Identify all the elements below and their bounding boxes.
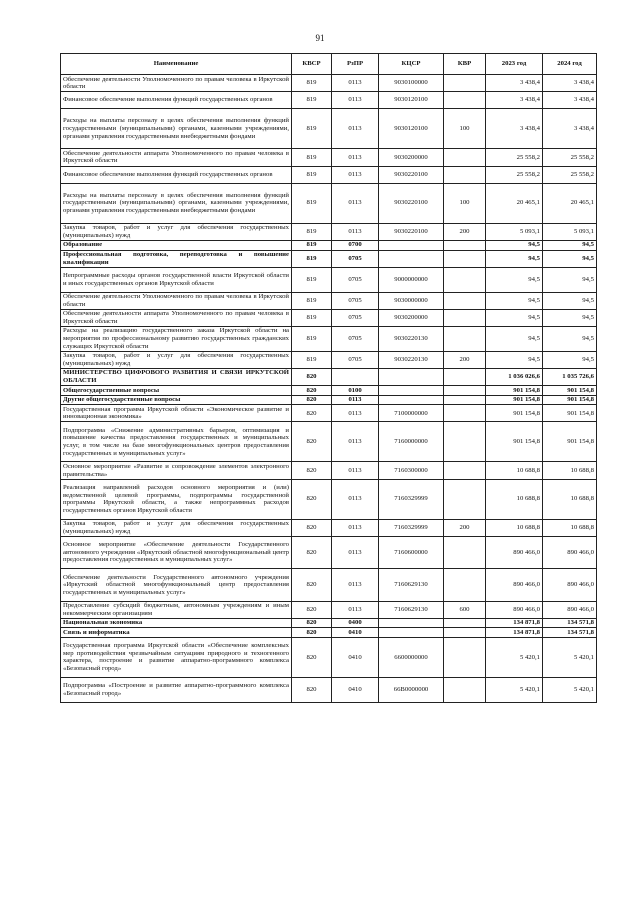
cell-2024: 25 558,2 (543, 166, 597, 183)
cell-kvsr: 820 (292, 422, 332, 462)
cell-kvr: 200 (444, 351, 486, 368)
cell-rzpr: 0705 (332, 267, 379, 292)
cell-2024: 3 438,4 (543, 109, 597, 149)
cell-2023: 10 688,8 (486, 462, 543, 479)
cell-name: Закупка товаров, работ и услуг для обеспечения государственных (муниципальных) нужд (61, 519, 292, 536)
cell-kvsr: 820 (292, 637, 332, 677)
table-row (61, 628, 597, 638)
header-year-2023: 2023 год (486, 54, 543, 75)
table-row (61, 166, 597, 183)
cell-name: Предоставление субсидий бюджетным, автономным учреждениям и иным некоммерческим организациям (61, 601, 292, 618)
cell-kcsr: 9030120100 (379, 92, 444, 109)
cell-2023: 901 154,8 (486, 386, 543, 396)
cell-kvr (444, 240, 486, 250)
table-row (61, 292, 597, 309)
cell-kvsr: 819 (292, 223, 332, 240)
cell-2023: 5 093,1 (486, 223, 543, 240)
cell-kvr (444, 637, 486, 677)
cell-2023: 134 871,8 (486, 628, 543, 638)
cell-kcsr: 9030120100 (379, 109, 444, 149)
cell-name: Закупка товаров, работ и услуг для обеспечения государственных (муниципальных) нужд (61, 223, 292, 240)
table-row (61, 326, 597, 351)
cell-2023: 134 871,8 (486, 618, 543, 628)
cell-rzpr: 0410 (332, 677, 379, 702)
cell-name: МИНИСТЕРСТВО ЦИФРОВОГО РАЗВИТИЯ И СВЯЗИ ИРКУТСКОЙ ОБЛАСТИ (61, 368, 292, 385)
cell-rzpr: 0113 (332, 109, 379, 149)
table-row (61, 75, 597, 92)
cell-rzpr: 0113 (332, 395, 379, 405)
cell-2023: 890 466,0 (486, 536, 543, 568)
cell-kvsr: 819 (292, 240, 332, 250)
cell-2024: 890 466,0 (543, 569, 597, 601)
cell-kvsr: 820 (292, 677, 332, 702)
cell-rzpr: 0113 (332, 519, 379, 536)
cell-kvsr: 820 (292, 618, 332, 628)
cell-kvsr: 819 (292, 149, 332, 166)
cell-name: Другие общегосударственные вопросы (61, 395, 292, 405)
cell-kvr (444, 618, 486, 628)
table-row (61, 601, 597, 618)
cell-rzpr: 0113 (332, 183, 379, 223)
cell-kvr (444, 250, 486, 267)
cell-kvr: 100 (444, 183, 486, 223)
cell-rzpr: 0113 (332, 422, 379, 462)
cell-kcsr (379, 395, 444, 405)
cell-kvsr: 820 (292, 395, 332, 405)
cell-kcsr: 7160000000 (379, 422, 444, 462)
cell-kvr (444, 166, 486, 183)
table-row (61, 351, 597, 368)
cell-rzpr: 0705 (332, 309, 379, 326)
cell-2023: 94,5 (486, 250, 543, 267)
cell-kvsr: 819 (292, 109, 332, 149)
cell-kcsr (379, 628, 444, 638)
cell-2023: 5 420,1 (486, 677, 543, 702)
header-rzpr: РзПР (332, 54, 379, 75)
cell-kvr (444, 677, 486, 702)
cell-kcsr: 9030000000 (379, 292, 444, 309)
table-row (61, 223, 597, 240)
cell-kvr (444, 368, 486, 385)
cell-kvsr: 819 (292, 183, 332, 223)
cell-name: Финансовое обеспечение выполнения функций государственных органов (61, 92, 292, 109)
cell-kvr (444, 326, 486, 351)
table-row (61, 637, 597, 677)
cell-rzpr: 0705 (332, 292, 379, 309)
cell-name: Государственная программа Иркутской области «Обеспечение комплексных мер противодействия чрезвычайным ситуациям природного и техногенного характера, построение и развитие аппаратно-программного комплекса «Безопасный город» (61, 637, 292, 677)
cell-name: Реализация направлений расходов основного мероприятия и (или) ведомственной целевой программы, подпрограммы государственной программы Иркутской области, а также непрограммных расходов государственных органов Иркутской области (61, 479, 292, 519)
cell-rzpr: 0705 (332, 250, 379, 267)
table-header-row (61, 54, 597, 75)
cell-name: Связь и информатика (61, 628, 292, 638)
cell-kcsr: 9000000000 (379, 267, 444, 292)
cell-2024: 901 154,8 (543, 405, 597, 422)
cell-kvr (444, 462, 486, 479)
cell-name: Расходы на выплаты персоналу в целях обеспечения выполнения функций государственными (муниципальными) органами, казенными учреждениями, органами управления государственными внебюджетными фондами (61, 183, 292, 223)
cell-kvsr: 819 (292, 92, 332, 109)
cell-2023: 20 465,1 (486, 183, 543, 223)
cell-rzpr: 0410 (332, 637, 379, 677)
cell-kvr: 100 (444, 109, 486, 149)
cell-2024: 5 093,1 (543, 223, 597, 240)
table-row (61, 267, 597, 292)
table-row (61, 395, 597, 405)
cell-kcsr: 7160629130 (379, 601, 444, 618)
table-body (61, 75, 597, 703)
cell-kvsr: 819 (292, 309, 332, 326)
cell-kcsr: 7100000000 (379, 405, 444, 422)
cell-kvr (444, 422, 486, 462)
cell-2023: 901 154,8 (486, 395, 543, 405)
cell-kvsr: 819 (292, 250, 332, 267)
cell-kvsr: 820 (292, 536, 332, 568)
cell-kcsr: 7160629130 (379, 569, 444, 601)
cell-kvr: 200 (444, 519, 486, 536)
cell-rzpr: 0113 (332, 166, 379, 183)
cell-2024: 901 154,8 (543, 395, 597, 405)
cell-kvr (444, 267, 486, 292)
cell-rzpr: 0100 (332, 386, 379, 396)
cell-name: Основное мероприятие «Развитие и сопровождение элементов электронного правительства» (61, 462, 292, 479)
cell-2024: 890 466,0 (543, 601, 597, 618)
cell-2024: 10 688,8 (543, 519, 597, 536)
cell-kvr (444, 395, 486, 405)
cell-kvsr: 819 (292, 292, 332, 309)
cell-kvsr: 820 (292, 386, 332, 396)
cell-kcsr (379, 386, 444, 396)
cell-2023: 3 438,4 (486, 75, 543, 92)
cell-kcsr: 7160329999 (379, 519, 444, 536)
cell-2024: 134 571,8 (543, 618, 597, 628)
table-row (61, 368, 597, 385)
cell-kvr (444, 628, 486, 638)
cell-2023: 901 154,8 (486, 405, 543, 422)
cell-kvr (444, 569, 486, 601)
cell-name: Обеспечение деятельности Уполномоченного по правам человека в Иркутской области (61, 75, 292, 92)
cell-2023: 3 438,4 (486, 92, 543, 109)
cell-rzpr: 0113 (332, 149, 379, 166)
cell-2024: 10 688,8 (543, 479, 597, 519)
cell-kvsr: 819 (292, 75, 332, 92)
cell-rzpr: 0410 (332, 628, 379, 638)
cell-rzpr: 0705 (332, 351, 379, 368)
cell-kcsr: 7160300000 (379, 462, 444, 479)
cell-kvsr: 819 (292, 351, 332, 368)
cell-kvsr: 820 (292, 479, 332, 519)
table-row (61, 536, 597, 568)
cell-kvsr: 820 (292, 368, 332, 385)
cell-name: Государственная программа Иркутской области «Экономическое развитие и инновационная экономика» (61, 405, 292, 422)
table-row (61, 422, 597, 462)
table-row (61, 618, 597, 628)
cell-2024: 20 465,1 (543, 183, 597, 223)
cell-2024: 890 466,0 (543, 536, 597, 568)
cell-kvsr: 820 (292, 405, 332, 422)
header-kvr: КВР (444, 54, 486, 75)
cell-2023: 890 466,0 (486, 601, 543, 618)
cell-kcsr (379, 240, 444, 250)
cell-kvr (444, 75, 486, 92)
table-row (61, 569, 597, 601)
cell-name: Обеспечение деятельности аппарата Уполномоченного по правам человека в Иркутской области (61, 149, 292, 166)
cell-2024: 5 420,1 (543, 637, 597, 677)
cell-name: Общегосударственные вопросы (61, 386, 292, 396)
cell-kcsr: 66B0000000 (379, 677, 444, 702)
cell-2024: 94,5 (543, 240, 597, 250)
cell-kvsr: 819 (292, 267, 332, 292)
cell-kvsr: 820 (292, 462, 332, 479)
table-row (61, 92, 597, 109)
cell-rzpr (332, 368, 379, 385)
cell-2024: 5 420,1 (543, 677, 597, 702)
cell-name: Расходы на выплаты персоналу в целях обеспечения выполнения функций государственными (муниципальными) органами, казенными учреждениями, органами управления государственными внебюджетными фондами (61, 109, 292, 149)
cell-2023: 10 688,8 (486, 479, 543, 519)
table-row (61, 677, 597, 702)
cell-kcsr (379, 250, 444, 267)
cell-kcsr: 7160329999 (379, 479, 444, 519)
cell-rzpr: 0113 (332, 536, 379, 568)
cell-2024: 901 154,8 (543, 386, 597, 396)
cell-rzpr: 0113 (332, 462, 379, 479)
cell-name: Непрограммные расходы органов государственной власти Иркутской области и иных государственных органов Иркутской области (61, 267, 292, 292)
cell-2023: 25 558,2 (486, 166, 543, 183)
cell-2023: 901 154,8 (486, 422, 543, 462)
cell-name: Обеспечение деятельности Государственного автономного учреждения «Иркутский областной многофункциональный центр предоставления государственных и муниципальных услуг» (61, 569, 292, 601)
cell-rzpr: 0705 (332, 326, 379, 351)
table-row (61, 405, 597, 422)
cell-kcsr (379, 368, 444, 385)
cell-2024: 1 035 726,6 (543, 368, 597, 385)
cell-2024: 94,5 (543, 292, 597, 309)
table-row (61, 386, 597, 396)
cell-rzpr: 0113 (332, 223, 379, 240)
cell-kvsr: 820 (292, 569, 332, 601)
cell-rzpr: 0113 (332, 405, 379, 422)
cell-2023: 94,5 (486, 309, 543, 326)
cell-2023: 25 558,2 (486, 149, 543, 166)
cell-rzpr: 0400 (332, 618, 379, 628)
table-row (61, 519, 597, 536)
cell-kvr (444, 149, 486, 166)
header-year-2024: 2024 год (543, 54, 597, 75)
cell-kvr (444, 536, 486, 568)
cell-2024: 10 688,8 (543, 462, 597, 479)
cell-kcsr: 9030200000 (379, 309, 444, 326)
cell-rzpr: 0113 (332, 92, 379, 109)
cell-kcsr: 9030220100 (379, 183, 444, 223)
cell-2024: 3 438,4 (543, 75, 597, 92)
cell-2024: 25 558,2 (543, 149, 597, 166)
cell-kcsr: 6600000000 (379, 637, 444, 677)
cell-2023: 1 036 026,6 (486, 368, 543, 385)
table-row (61, 309, 597, 326)
cell-kvsr: 819 (292, 326, 332, 351)
cell-2024: 94,5 (543, 351, 597, 368)
cell-kvsr: 819 (292, 166, 332, 183)
cell-kvr (444, 405, 486, 422)
cell-2023: 94,5 (486, 326, 543, 351)
cell-kvr (444, 386, 486, 396)
cell-2023: 890 466,0 (486, 569, 543, 601)
table-row (61, 462, 597, 479)
cell-rzpr: 0113 (332, 75, 379, 92)
cell-name: Обеспечение деятельности Уполномоченного по правам человека в Иркутской области (61, 292, 292, 309)
cell-kvr (444, 92, 486, 109)
cell-2024: 901 154,8 (543, 422, 597, 462)
header-name: Наименование (61, 54, 292, 75)
cell-kcsr: 9030220100 (379, 166, 444, 183)
cell-2024: 94,5 (543, 250, 597, 267)
cell-kvr: 600 (444, 601, 486, 618)
cell-name: Закупка товаров, работ и услуг для обеспечения государственных (муниципальных) нужд (61, 351, 292, 368)
cell-name: Подпрограмма «Снижение административных барьеров, оптимизация и повышение качества предоставления государственных и муниципальных услуг, в том числе на базе многофункциональных центров предоставления государственных и муниципальных услуг» (61, 422, 292, 462)
cell-kcsr: 9030220130 (379, 351, 444, 368)
cell-name: Национальная экономика (61, 618, 292, 628)
cell-kcsr: 9030220130 (379, 326, 444, 351)
cell-rzpr: 0113 (332, 601, 379, 618)
cell-2024: 94,5 (543, 309, 597, 326)
cell-kcsr (379, 618, 444, 628)
cell-kvsr: 820 (292, 601, 332, 618)
cell-2023: 3 438,4 (486, 109, 543, 149)
cell-2023: 5 420,1 (486, 637, 543, 677)
table-row (61, 183, 597, 223)
cell-2023: 94,5 (486, 267, 543, 292)
table-row (61, 109, 597, 149)
cell-kvr (444, 292, 486, 309)
cell-kcsr: 9030200000 (379, 149, 444, 166)
cell-rzpr: 0113 (332, 569, 379, 601)
cell-name: Подпрограмма «Построение и развитие аппаратно-программного комплекса «Безопасный город» (61, 677, 292, 702)
cell-kvr: 200 (444, 223, 486, 240)
header-kcsr: КЦСР (379, 54, 444, 75)
page-number: 91 (315, 33, 325, 43)
cell-2024: 94,5 (543, 267, 597, 292)
cell-name: Профессиональная подготовка, переподготовка и повышение квалификации (61, 250, 292, 267)
cell-2023: 94,5 (486, 240, 543, 250)
header-kvsr: КВСР (292, 54, 332, 75)
table-row (61, 240, 597, 250)
cell-name: Образование (61, 240, 292, 250)
cell-kvr (444, 479, 486, 519)
cell-name: Финансовое обеспечение выполнения функций государственных органов (61, 166, 292, 183)
cell-kvsr: 820 (292, 519, 332, 536)
cell-2024: 94,5 (543, 326, 597, 351)
cell-name: Расходы на реализацию государственного заказа Иркутской области на мероприятия по профессиональному развитию государственных гражданских служащих Иркутской области (61, 326, 292, 351)
cell-2023: 94,5 (486, 351, 543, 368)
table-row (61, 250, 597, 267)
cell-name: Основное мероприятие «Обеспечение деятельности Государственного автономного учреждения «Иркутский областной многофункциональный центр предоставления государственных и муниципальных услуг» (61, 536, 292, 568)
cell-rzpr: 0700 (332, 240, 379, 250)
table-row (61, 149, 597, 166)
cell-2023: 94,5 (486, 292, 543, 309)
cell-2024: 3 438,4 (543, 92, 597, 109)
cell-kcsr: 7160600000 (379, 536, 444, 568)
table-row (61, 479, 597, 519)
cell-kcsr: 9030100000 (379, 75, 444, 92)
budget-table (60, 53, 597, 703)
cell-name: Обеспечение деятельности аппарата Уполномоченного по правам человека в Иркутской области (61, 309, 292, 326)
cell-kvr (444, 309, 486, 326)
cell-2023: 10 688,8 (486, 519, 543, 536)
cell-2024: 134 571,8 (543, 628, 597, 638)
cell-kvsr: 820 (292, 628, 332, 638)
cell-rzpr: 0113 (332, 479, 379, 519)
cell-kcsr: 9030220100 (379, 223, 444, 240)
